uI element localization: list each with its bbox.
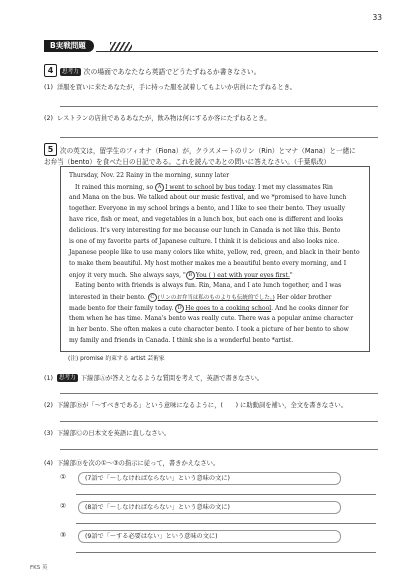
footer-code: FKS 英 [30,565,48,571]
answer-line[interactable] [60,421,378,422]
question-5-prompt-line2: お弁当（bento）を食べた日の日記である。これを読んであとの問いに答えなさい。（千葉県改） [44,158,331,166]
passage-line: made bento for their family today. D He goes to a cooking school. And he cooks dinner for [69,305,349,312]
passage-line: and Mana on the bus. We talked about our music festival, and we *promised to have lunch [69,194,347,201]
marker-d: D [175,304,184,313]
passage-line: interested in their bento. C (リンのお弁当は私のものよりも伝統的でした。) Her older brother [69,294,332,301]
answer-line[interactable] [60,137,378,138]
marker-b: B [186,271,195,280]
answer-line[interactable] [76,494,376,495]
underline-d: He goes to a cooking school [185,305,272,312]
underline-b: You ( ) eat with your eyes first. [195,272,290,279]
passage-date: Thursday, Nov. 22 Rainy in the morning, sunny later [69,172,230,179]
sub-item-2-mark: ② [60,502,67,510]
passage-line: together. Everyone in my school brings a bento, and I like to see their bento. They usually [69,205,346,212]
sub-item-1-mark: ① [60,473,67,481]
answer-line[interactable] [60,449,378,450]
section-rule [96,51,378,52]
passage-line: in her bento. She often makes a cute character bento. I took a picture of her bento to show [69,326,349,333]
passage-notes: (注) promise 約束する artist 芸術家 [68,356,165,362]
passage-line: Eating bento with friends is always fun. Rin, Mana, and I ate lunch together, and I was [75,282,342,289]
marker-a: A [155,183,164,192]
sub-item-2-instruction: (8語で「～しなければならない」という意味の文に) [78,501,341,514]
question-5-4: (4) 下線部Ⓓを次の①～③の指示に従って，書きかえなさい。 [44,460,220,467]
passage-line: It rained this morning, so A I went to school by bus today. I met my classmates Rin [75,184,333,191]
sub-item-3-mark: ③ [60,531,67,539]
sub-item-3-instruction: (9語で「～する必要はない」という意味の文に) [78,530,341,543]
answer-line[interactable] [60,106,378,107]
question-5-1: (1) 思考力 下線部Ⓐが答えとなるような質問を考えて，英語で書きなさい。 [44,375,264,382]
underline-c: (リンのお弁当は私のものよりも伝統的でした。) [157,295,275,301]
question-5-3: (3) 下線部Ⓒの日本文を英語に直しなさい。 [44,430,171,437]
answer-line[interactable] [60,393,378,394]
section-title: B実戦問題 [44,40,94,52]
question-4-number: 4 [44,64,57,77]
passage-line: Japanese people like to use many colors like white, yellow, red, green, and black in their bento [69,249,360,256]
section-stripes [110,42,132,51]
passage-line: them when he has time. Mana's bento was really cute. There was a popular anime character [69,315,354,322]
passage-line: delicious. It's very interesting for me because our lunch in Canada is not like this. Bento [69,227,341,234]
question-4-1: (1) 洋服を買いに来たあなたが，手に持った服を試着してもよいか店員にたずねるとき。 [44,84,296,91]
passage-line: is one of my favorite parts of Japanese culture. I think it is delicious and also looks nice. [69,238,340,245]
section-header [44,38,378,56]
answer-line[interactable] [76,552,376,553]
thinking-badge: 思考力 [62,69,79,75]
diary-passage [60,166,370,352]
answer-line[interactable] [76,523,376,524]
question-5-number: 5 [44,143,57,156]
underline-a: I went to school by bus today [165,184,255,191]
page-number: 33 [372,13,382,22]
passage-line: to make them beautiful. My host mother makes me a beautiful bento every morning, and I [69,260,347,267]
marker-c: C [148,293,157,302]
thinking-badge: 思考力 [58,375,76,381]
passage-line: enjoy it very much. She always says, " B You ( ) eat with your eyes first." [69,272,293,279]
question-4-prompt: 思考力 次の場面であなたなら英語でどうたずねるか書きなさい。 [62,68,261,76]
passage-line: my family and friends in Canada. I think she is a wonderful bento *artist. [69,337,294,344]
question-5-prompt-line1: 次の英文は，留学生のフィオナ（Fiona）が，クラスメートのリン（Rin）とマナ（Mana）と一緒に [60,147,356,155]
question-4-2: (2) レストランの店員であるあなたが，飲み物は何にするか客にたずねるとき。 [44,115,271,122]
passage-line: have rice, fish or meat, and vegetables in a lunch box, but each one is different and looks [69,216,343,223]
sub-item-1-instruction: (7語で「～しなければならない」という意味の文に) [78,472,341,485]
question-5-2: (2) 下線部Ⓑが「～すべきである」という意味になるように，( ) に助動詞を補い，全文を書きなさい。 [44,402,348,409]
